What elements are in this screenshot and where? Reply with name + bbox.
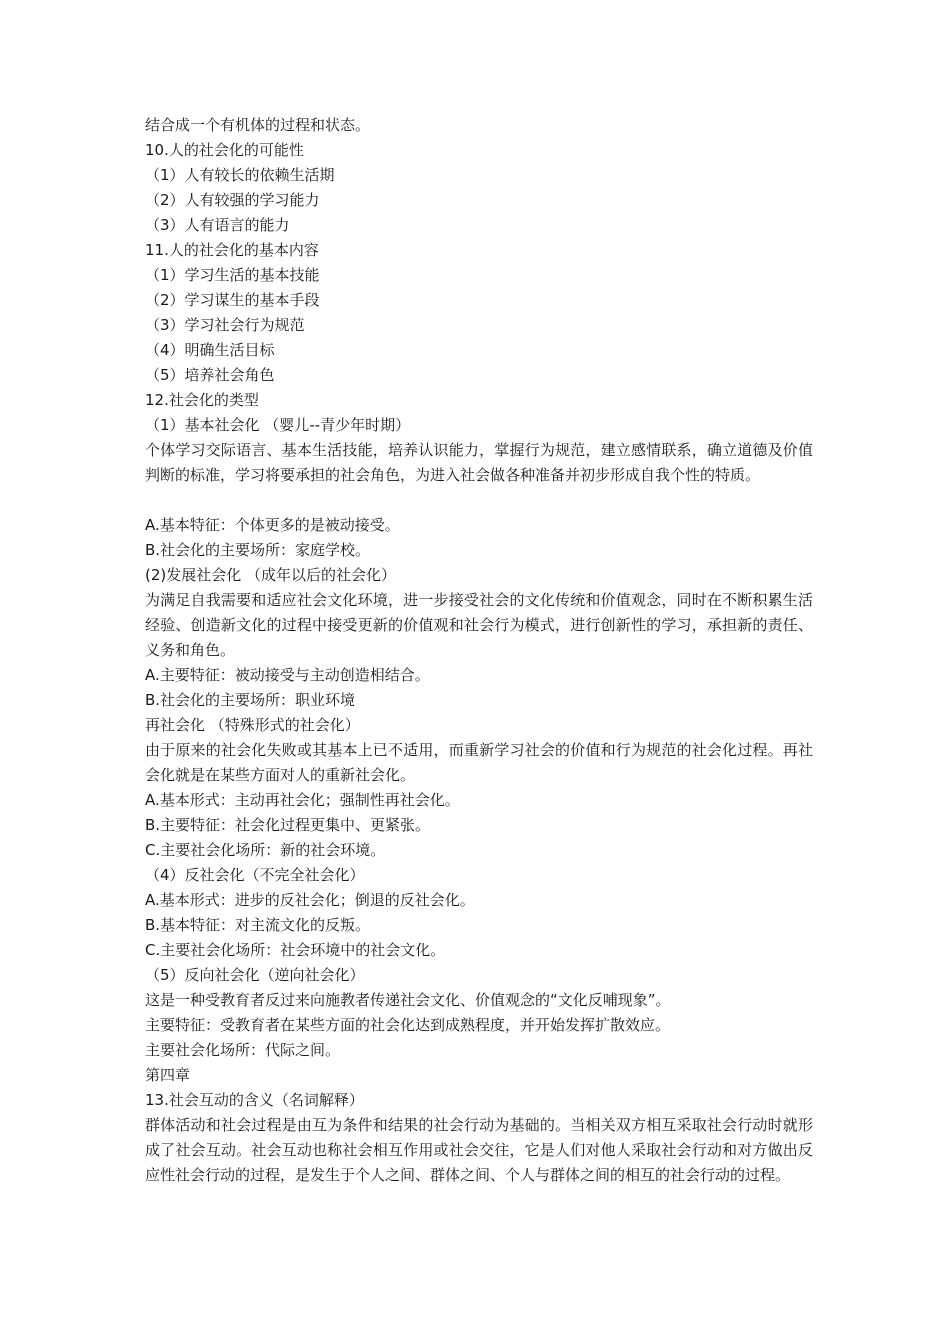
section-heading: 10.人的社会化的可能性 [145, 141, 304, 159]
text-line: A.主要特征：被动接受与主动创造相结合。 [145, 666, 430, 684]
text-line: B.社会化的主要场所：家庭学校。 [145, 541, 371, 559]
list-item: （5）培养社会角色 [145, 366, 275, 384]
list-item: （2）学习谋生的基本手段 [145, 291, 320, 309]
paragraph: 个体学习交际语言、基本生活技能，培养认识能力，掌握行为规范，建立感情联系，确立道德及价值判断的标准，学习将要承担的社会角色，为进入社会做各种准备并初步形成自我个性的特质。 [145, 441, 813, 484]
subsection-heading: （5）反向社会化（逆向社会化） [145, 966, 365, 984]
list-item: （2）人有较强的学习能力 [145, 191, 320, 209]
section-heading: 13.社会互动的含义（名词解释） [145, 1091, 364, 1109]
text-line: 这是一种受教育者反过来向施教者传递社会文化、价值观念的“文化反哺现象”。 [145, 991, 671, 1009]
paragraph: 由于原来的社会化失败或其基本上已不适用，而重新学习社会的价值和行为规范的社会化过程。再社会化就是在某些方面对人的重新社会化。 [145, 741, 813, 784]
text-line: 主要社会化场所：代际之间。 [145, 1041, 341, 1059]
list-item: （1）学习生活的基本技能 [145, 266, 320, 284]
subsection-heading: 再社会化 （特殊形式的社会化） [145, 716, 360, 734]
section-heading: 11.人的社会化的基本内容 [145, 241, 319, 259]
list-item: （1）人有较长的依赖生活期 [145, 166, 335, 184]
list-item: （4）明确生活目标 [145, 341, 275, 359]
text-line: A.基本形式：主动再社会化；强制性再社会化。 [145, 791, 460, 809]
chapter-heading: 第四章 [145, 1066, 191, 1084]
text-line: C.主要社会化场所：新的社会环境。 [145, 841, 386, 859]
subsection-heading: （4）反社会化（不完全社会化） [145, 866, 365, 884]
subsection-heading: （1）基本社会化 （婴儿--青少年时期） [145, 416, 411, 434]
section-heading: 12.社会化的类型 [145, 391, 259, 409]
document-page [145, 113, 813, 1213]
paragraph: 为满足自我需要和适应社会文化环境，进一步接受社会的文化传统和价值观念，同时在不断积累生活经验、创造新文化的过程中接受更新的价值观和社会行为模式，进行创新性的学习，承担新的责任、义务和角色。 [145, 591, 813, 659]
text-line: C.主要社会化场所：社会环境中的社会文化。 [145, 941, 446, 959]
text-line: B.主要特征：社会化过程更集中、更紧张。 [145, 816, 431, 834]
text-line: A.基本特征：个体更多的是被动接受。 [145, 516, 400, 534]
list-item: （3）学习社会行为规范 [145, 316, 305, 334]
subsection-heading: (2)发展社会化 （成年以后的社会化） [145, 566, 397, 584]
list-item: （3）人有语言的能力 [145, 216, 290, 234]
text-line: 主要特征：受教育者在某些方面的社会化达到成熟程度，并开始发挥扩散效应。 [145, 1016, 671, 1034]
text-line: A.基本形式：进步的反社会化；倒退的反社会化。 [145, 891, 475, 909]
text-line: B.社会化的主要场所：职业环境 [145, 691, 356, 709]
text-line: 结合成一个有机体的过程和状态。 [145, 116, 371, 134]
text-line: B.基本特征：对主流文化的反叛。 [145, 916, 371, 934]
paragraph: 群体活动和社会过程是由互为条件和结果的社会行动为基础的。当相关双方相互采取社会行动时就形成了社会互动。社会互动也称社会相互作用或社会交往，它是人们对他人采取社会行动和对方做出反应性社会行动的过程，是发生于个人之间、群体之间、个人与群体之间的相互的社会行动的过程。 [145, 1116, 813, 1184]
